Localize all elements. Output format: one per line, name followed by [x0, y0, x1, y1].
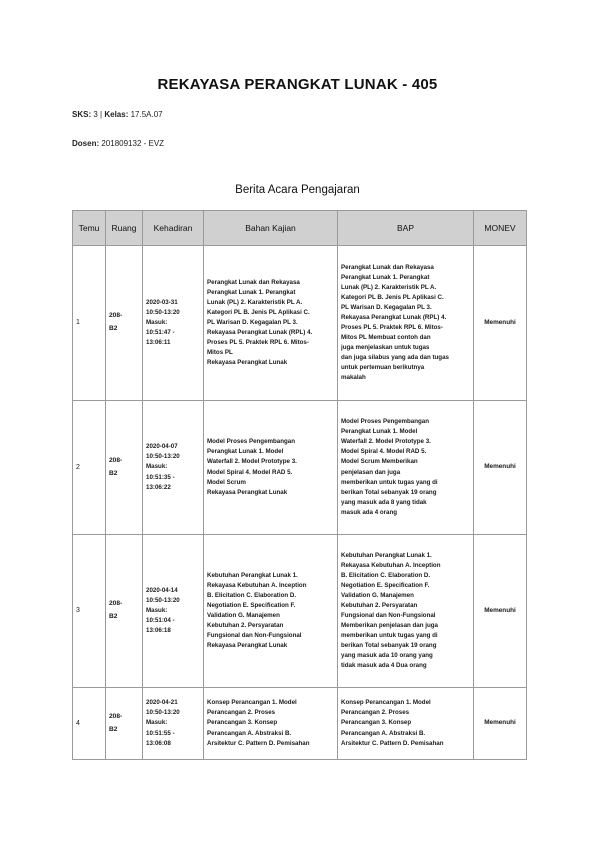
header-temu: Temu [73, 211, 106, 246]
bahan-kajian-line: Kategori PL B. Jenis PL Aplikasi C. [207, 308, 310, 316]
temu-cell: 4 [73, 688, 106, 760]
bahan-kajian-lines [207, 571, 334, 651]
bahan-kajian-line: Rekayasa Perangkat Lunak (RPL) 4. [207, 329, 313, 337]
bahan-kajian-line: Rekayasa Kebutuhan A. Inception [207, 581, 307, 589]
bap-line: PL Warisan D. Kegagalan PL 3. [341, 303, 432, 311]
section-title: Berita Acara Pengajaran [235, 184, 360, 196]
ruang-cell [106, 535, 143, 688]
kehadiran-lines [146, 586, 200, 636]
bap-cell [338, 401, 474, 535]
sks-value: 3 | [93, 110, 103, 119]
bahan-kajian-line: Model Scrum [207, 478, 246, 486]
bahan-kajian-line: Kebutuhan Perangkat Lunak 1. [207, 571, 298, 579]
bahan-kajian-line: Validation G. Manajemen [207, 612, 280, 619]
kehadiran-line: 10:51:47 - [146, 329, 175, 337]
bap-line: Perangkat Lunak dan Rekayasa [341, 263, 434, 271]
ruang-lines [109, 310, 139, 335]
table-body [73, 246, 527, 760]
bap-line: Model Spiral 4. Model RAD 5. [341, 448, 427, 456]
kehadiran-line: Masuk: [146, 606, 168, 614]
bap-line: B. Elicitation C. Elaboration D. [341, 571, 431, 579]
kehadiran-lines [146, 298, 200, 348]
bahan-kajian-lines [207, 437, 334, 497]
kehadiran-lines [146, 698, 200, 748]
dosen-value: 201809132 - EVZ [101, 139, 165, 148]
bahan-kajian-lines [207, 278, 334, 368]
table-row [73, 401, 527, 535]
bap-line: juga menjelaskan untuk tugas [341, 344, 430, 352]
bap-line: Rekayasa Kebutuhan A. Inception [341, 561, 441, 569]
bap-line: masuk ada 4 orang [341, 508, 398, 516]
bahan-kajian-line: PL Warisan D. Kegagalan PL 3. [207, 318, 298, 326]
ruang-line: 208- [109, 312, 123, 320]
kehadiran-line: Masuk: [146, 318, 168, 326]
kehadiran-cell [143, 246, 204, 401]
ruang-lines [109, 598, 139, 623]
kelas-label: Kelas: [104, 110, 129, 119]
bap-line: penjelasan dan juga [341, 468, 401, 476]
bahan-kajian-line: Perangkat Lunak 1. Perangkat [207, 288, 296, 296]
bap-cell [338, 688, 474, 760]
kehadiran-line: 13:06:11 [146, 339, 171, 347]
bap-line: makalah [341, 374, 366, 382]
bahan-kajian-line: Perangkat Lunak dan Rekayasa [207, 278, 300, 286]
bap-line: memberikan untuk tugas yang di [341, 632, 438, 640]
monev-cell: Memenuhi [474, 246, 527, 401]
ruang-lines [109, 455, 139, 480]
ruang-line: B2 [109, 325, 118, 332]
lecturer-meta [72, 139, 164, 148]
kehadiran-cell [143, 535, 204, 688]
bahan-kajian-line: Perancangan A. Abstraksi B. [207, 729, 292, 737]
bap-lines [341, 417, 470, 517]
course-meta [72, 110, 163, 119]
bahan-kajian-line: Rekayasa Perangkat Lunak [207, 488, 288, 496]
temu-cell: 1 [73, 246, 106, 401]
bap-line: Perancangan A. Abstraksi B. [341, 729, 426, 737]
bahan-kajian-line: Arsitektur C. Pattern D. Pemisahan [207, 739, 310, 747]
ruang-line: B2 [109, 469, 118, 477]
table-row [73, 246, 527, 401]
header-bahan-kajian: Bahan Kajian [204, 211, 338, 246]
kehadiran-line: 10:51:35 - [146, 473, 175, 481]
bap-line: Arsitektur C. Pattern D. Pemisahan [341, 739, 444, 747]
bap-line: berikan Total sebanyak 19 orang [341, 642, 437, 650]
ruang-cell [106, 246, 143, 401]
bap-line: Kebutuhan 2. Persyaratan [341, 601, 418, 609]
bahan-kajian-line: Model Spiral 4. Model RAD 5. [207, 468, 293, 476]
bap-line: dan juga silabus yang ada dan tugas [341, 354, 449, 362]
header-kehadiran: Kehadiran [143, 211, 204, 246]
bap-line: Lunak (PL) 2. Karakteristik PL A. [341, 283, 437, 291]
bap-line: Model Scrum Memberikan [341, 458, 418, 466]
kehadiran-line: 2020-03-31 [146, 298, 178, 306]
header-ruang: Ruang [106, 211, 143, 246]
header-bap: BAP [338, 211, 474, 246]
bap-cell [338, 246, 474, 401]
bahan-kajian-line: Proses PL 5. Praktek RPL 6. Mitos- [207, 339, 309, 347]
kehadiran-line: 10:50-13:20 [146, 453, 180, 461]
bahan-kajian-line: Perancangan 2. Proses [207, 709, 276, 717]
monev-cell: Memenuhi [474, 688, 527, 760]
bap-line: Mitos PL Membuat contoh dan [341, 334, 431, 342]
bap-line: Fungsional dan Non-Fungsional [341, 612, 436, 619]
bap-line: Rekayasa Perangkat Lunak (RPL) 4. [341, 313, 447, 321]
ruang-line: 208- [109, 600, 123, 608]
ruang-cell [106, 688, 143, 760]
bap-line: Memberikan penjelasan dan juga [341, 622, 438, 630]
kehadiran-cell [143, 688, 204, 760]
bap-line: untuk pertemuan berikutnya [341, 364, 425, 372]
ruang-line: 208- [109, 712, 123, 720]
table-header-row [73, 211, 527, 246]
bap-line: Perancangan 3. Konsep [341, 719, 412, 727]
bap-line: Kebutuhan Perangkat Lunak 1. [341, 551, 432, 559]
sks-label: SKS: [72, 110, 92, 119]
bahan-kajian-line: Perangkat Lunak 1. Model [207, 448, 284, 456]
bahan-kajian-line: Model Proses Pengembangan [207, 438, 296, 446]
bap-line: tidak masuk ada 4 Dua orang [341, 662, 427, 670]
bap-lines [341, 698, 470, 748]
ruang-cell [106, 401, 143, 535]
bahan-kajian-line: Perancangan 3. Konsep [207, 719, 278, 727]
kehadiran-line: 10:51:55 - [146, 729, 175, 737]
kehadiran-line: 10:50-13:20 [146, 596, 180, 604]
bap-line: Perancangan 2. Proses [341, 709, 410, 717]
bap-line: Proses PL 5. Praktek RPL 6. Mitos- [341, 324, 443, 331]
table-row [73, 535, 527, 688]
table-row [73, 688, 527, 760]
monev-cell: Memenuhi [474, 401, 527, 535]
bahan-kajian-line: Lunak (PL) 2. Karakteristik PL A. [207, 298, 303, 306]
bap-lines [341, 263, 470, 384]
kehadiran-lines [146, 442, 200, 492]
bahan-kajian-line: Kebutuhan 2. Persyaratan [207, 622, 284, 630]
ruang-line: B2 [109, 613, 118, 620]
header-monev: MONEV [474, 211, 527, 246]
bap-lines [341, 551, 470, 672]
ruang-lines [109, 711, 139, 736]
bap-line: Model Proses Pengembangan [341, 418, 430, 426]
kehadiran-line: 10:51:04 - [146, 617, 175, 625]
bahan-kajian-line: B. Elicitation C. Elaboration D. [207, 591, 297, 599]
monev-cell: Memenuhi [474, 535, 527, 688]
bahan-kajian-line: Fungsional dan Non-Fungsional [207, 632, 302, 640]
bap-line: Konsep Perancangan 1. Model [341, 699, 431, 707]
kehadiran-line: 10:50-13:20 [146, 308, 180, 316]
kehadiran-line: Masuk: [146, 719, 168, 727]
bap-line: Negotiation E. Specification F. [341, 581, 430, 589]
kehadiran-line: 13:06:08 [146, 739, 171, 747]
bap-line: yang masuk ada 10 orang yang [341, 652, 433, 660]
bahan-kajian-line: Mitos PL [207, 349, 233, 357]
kehadiran-line: 13:06:18 [146, 627, 171, 635]
kehadiran-line: 13:06:22 [146, 483, 171, 491]
bap-line: berikan Total sebanyak 19 orang [341, 488, 437, 496]
teaching-report-table [72, 210, 527, 760]
bahan-kajian-cell [204, 401, 338, 535]
bap-line: Kategori PL B. Jenis PL Aplikasi C. [341, 293, 444, 301]
temu-cell: 2 [73, 401, 106, 535]
bahan-kajian-line: Rekayasa Perangkat Lunak [207, 642, 288, 650]
kehadiran-line: Masuk: [146, 463, 168, 471]
bahan-kajian-line: Negotiation E. Specification F. [207, 601, 296, 609]
bap-line: memberikan untuk tugas yang di [341, 478, 438, 486]
bahan-kajian-lines [207, 698, 334, 748]
bap-cell [338, 535, 474, 688]
bahan-kajian-line: Rekayasa Perangkat Lunak [207, 359, 288, 367]
kehadiran-line: 2020-04-14 [146, 586, 178, 594]
dosen-label: Dosen: [72, 139, 100, 148]
bap-line: Waterfall 2. Model Prototype 3. [341, 438, 431, 446]
bahan-kajian-cell [204, 688, 338, 760]
ruang-line: 208- [109, 456, 123, 464]
bap-line: Perangkat Lunak 1. Model [341, 428, 418, 436]
course-title: REKAYASA PERANGKAT LUNAK - 405 [157, 76, 438, 93]
bahan-kajian-cell [204, 246, 338, 401]
bap-line: Perangkat Lunak 1. Perangkat [341, 273, 430, 281]
temu-cell: 3 [73, 535, 106, 688]
kehadiran-cell [143, 401, 204, 535]
kehadiran-line: 10:50-13:20 [146, 709, 180, 717]
bap-line: yang masuk ada 8 yang tidak [341, 498, 427, 506]
ruang-line: B2 [109, 725, 118, 733]
kehadiran-line: 2020-04-21 [146, 699, 178, 707]
kelas-value: 17.5A.07 [130, 110, 163, 119]
bap-line: Validation G. Manajemen [341, 591, 414, 599]
bahan-kajian-line: Waterfall 2. Model Prototype 3. [207, 458, 297, 466]
kehadiran-line: 2020-04-07 [146, 443, 178, 451]
bahan-kajian-line: Konsep Perancangan 1. Model [207, 699, 297, 707]
bahan-kajian-cell [204, 535, 338, 688]
